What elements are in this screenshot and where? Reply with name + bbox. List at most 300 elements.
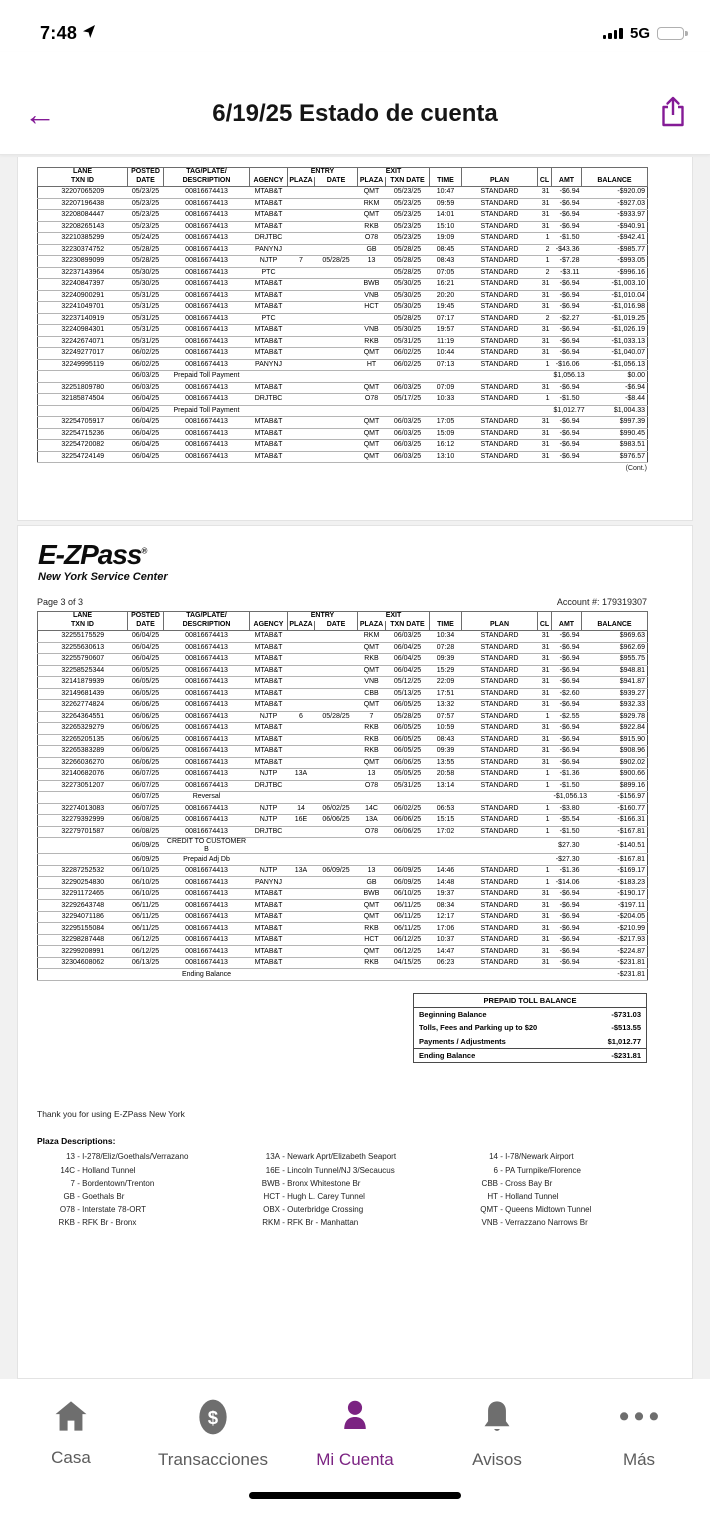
cell: 00816674413	[164, 957, 250, 969]
cell: MTAB&T	[250, 734, 288, 746]
cell: 17:05	[430, 417, 462, 429]
cell: -$2.27	[552, 313, 582, 325]
cell: 08:34	[430, 900, 462, 912]
table-row	[38, 233, 648, 245]
cell: 1	[538, 711, 552, 723]
cell: 10:47	[430, 187, 462, 199]
network-type: 5G	[629, 24, 650, 42]
cell	[288, 957, 315, 969]
page-number-label: Page 3 of 3	[37, 597, 84, 607]
cell	[288, 428, 315, 440]
cell: DRJTBC	[250, 826, 288, 838]
cell: 00816674413	[164, 394, 250, 406]
table-row	[38, 746, 648, 758]
cell: 05/23/25	[386, 210, 430, 222]
cell: 31	[538, 428, 552, 440]
cell: 13	[358, 865, 386, 877]
cell: 32258525344	[38, 665, 128, 677]
cell: -$6.94	[552, 210, 582, 222]
cell: -$231.81	[582, 957, 648, 969]
cell: 31	[538, 911, 552, 923]
cell	[315, 900, 358, 912]
cell: PTC	[250, 313, 288, 325]
cell: 31	[538, 957, 552, 969]
cell: -$6.94	[552, 631, 582, 643]
cell: Ending Balance	[164, 969, 250, 981]
cell: STANDARD	[462, 865, 538, 877]
table-row	[38, 792, 648, 804]
cell: 1	[538, 394, 552, 406]
cell: 13:55	[430, 757, 462, 769]
cell: 1	[538, 815, 552, 827]
nav-item-my-account[interactable]	[284, 1399, 426, 1470]
plaza-descriptions	[37, 1150, 692, 1229]
page-title: 6/19/25 Estado de cuenta	[212, 100, 498, 127]
cell: 19:37	[430, 888, 462, 900]
cell	[315, 934, 358, 946]
cell: 05/23/25	[128, 187, 164, 199]
cell: -$231.81	[582, 969, 648, 981]
cell: -$6.94	[552, 336, 582, 348]
cell: BWB	[358, 279, 386, 291]
cell: -$5.54	[552, 815, 582, 827]
cell: -$16.06	[552, 359, 582, 371]
nav-item-alerts[interactable]	[426, 1399, 568, 1470]
cell: 32140682076	[38, 769, 128, 781]
cell: MTAB&T	[250, 911, 288, 923]
cell	[288, 642, 315, 654]
plaza-description: 7 - Bordentown/Trenton	[70, 1178, 155, 1188]
cell: 31	[538, 221, 552, 233]
cell: 06/04/25	[386, 654, 430, 666]
cell: 06/11/25	[386, 911, 430, 923]
cell: 05/31/25	[386, 780, 430, 792]
cell: STANDARD	[462, 665, 538, 677]
cell: -$1,040.07	[582, 348, 648, 360]
cell: 00816674413	[164, 198, 250, 210]
table-row	[38, 210, 648, 222]
cell: -$6.94	[552, 734, 582, 746]
cell	[288, 838, 315, 854]
cell: -$6.94	[552, 642, 582, 654]
table-row	[38, 877, 648, 889]
cell: 31	[538, 382, 552, 394]
cell	[288, 417, 315, 429]
cell	[288, 233, 315, 245]
nav-label: Casa	[51, 1448, 91, 1467]
cell: 32295155084	[38, 923, 128, 935]
home-indicator[interactable]	[249, 1492, 461, 1499]
cell: 06/04/25	[128, 417, 164, 429]
cell: 06/06/25	[386, 815, 430, 827]
table-row	[38, 417, 648, 429]
cell	[358, 854, 386, 866]
cell	[315, 723, 358, 735]
cell: $0.00	[582, 371, 648, 383]
cell: MTAB&T	[250, 417, 288, 429]
cell	[288, 826, 315, 838]
table-row	[38, 302, 648, 314]
cell: 19:45	[430, 302, 462, 314]
cell: MTAB&T	[250, 631, 288, 643]
cell: 00816674413	[164, 325, 250, 337]
cell	[288, 923, 315, 935]
cell: 00816674413	[164, 336, 250, 348]
cell: 10:37	[430, 934, 462, 946]
cell: 31	[538, 336, 552, 348]
cell: 31	[538, 746, 552, 758]
cell: 05/28/25	[315, 256, 358, 268]
cell	[358, 371, 386, 383]
cell: 00816674413	[164, 267, 250, 279]
cell: 7	[288, 256, 315, 268]
nav-label: Transacciones	[158, 1450, 268, 1469]
cell: 05/13/25	[386, 688, 430, 700]
cell	[358, 405, 386, 417]
cell: 06/03/25	[386, 428, 430, 440]
cell: MTAB&T	[250, 700, 288, 712]
cell	[315, 325, 358, 337]
cell: STANDARD	[462, 631, 538, 643]
cell: 06/13/25	[128, 957, 164, 969]
cell: MTAB&T	[250, 221, 288, 233]
cell: MTAB&T	[250, 757, 288, 769]
cell: 20:58	[430, 769, 462, 781]
cell	[315, 210, 358, 222]
cell: 32254705917	[38, 417, 128, 429]
cell: -$14.06	[552, 877, 582, 889]
cell	[288, 302, 315, 314]
cell: STANDARD	[462, 746, 538, 758]
cell: -$6.94	[582, 382, 648, 394]
table-row	[38, 911, 648, 923]
cell	[386, 405, 430, 417]
cell	[315, 769, 358, 781]
cell: 06/06/25	[128, 711, 164, 723]
cell: 06/04/25	[128, 428, 164, 440]
cell	[288, 734, 315, 746]
cell: 31	[538, 734, 552, 746]
cell: 31	[538, 677, 552, 689]
pdf-viewer[interactable]	[0, 155, 710, 1379]
cell: MTAB&T	[250, 428, 288, 440]
plaza-description: RKB - RFK Br - Bronx	[58, 1218, 137, 1228]
cell: -$6.94	[552, 279, 582, 291]
cell: 06/06/25	[128, 757, 164, 769]
cell: 2	[538, 267, 552, 279]
cell: MTAB&T	[250, 654, 288, 666]
plaza-description: GB - Goethals Br	[63, 1191, 125, 1201]
cell: 06/03/25	[386, 451, 430, 463]
cell	[288, 221, 315, 233]
cell	[315, 371, 358, 383]
table-row	[38, 803, 648, 815]
cell: 05/30/25	[386, 290, 430, 302]
cell: QMT	[358, 428, 386, 440]
cell	[288, 854, 315, 866]
cell: STANDARD	[462, 198, 538, 210]
cell: 05/28/25	[315, 711, 358, 723]
cell: -$6.94	[552, 723, 582, 735]
cell: 00816674413	[164, 428, 250, 440]
cell: -$927.03	[582, 198, 648, 210]
cell: DRJTBC	[250, 233, 288, 245]
cell: 32242674071	[38, 336, 128, 348]
cell: 32240847397	[38, 279, 128, 291]
cell	[315, 382, 358, 394]
cell	[315, 838, 358, 854]
cell: -$3.11	[552, 267, 582, 279]
cell: MTAB&T	[250, 451, 288, 463]
cell: 32254715236	[38, 428, 128, 440]
cell	[288, 348, 315, 360]
cell: 32210385299	[38, 233, 128, 245]
table-row	[38, 244, 648, 256]
transactions-table-2	[37, 611, 648, 981]
cell: 10:33	[430, 394, 462, 406]
cell	[288, 746, 315, 758]
table-row	[38, 198, 648, 210]
cell: -$8.44	[582, 394, 648, 406]
table-row	[38, 279, 648, 291]
clock: 7:48	[40, 22, 78, 43]
cell: $929.78	[582, 711, 648, 723]
cell	[38, 854, 128, 866]
cell: 05/23/25	[386, 187, 430, 199]
cell: HCT	[358, 302, 386, 314]
cell	[288, 210, 315, 222]
cell: 05/23/25	[386, 198, 430, 210]
cell: 06/07/25	[128, 803, 164, 815]
cell: 07:13	[430, 359, 462, 371]
cell: STANDARD	[462, 279, 538, 291]
cell: 2	[538, 313, 552, 325]
cell: -$6.94	[552, 946, 582, 958]
cell	[250, 969, 288, 981]
cell: MTAB&T	[250, 187, 288, 199]
cell: 06/04/25	[386, 642, 430, 654]
cell: -$167.81	[582, 826, 648, 838]
cell: MTAB&T	[250, 677, 288, 689]
cell: RKB	[358, 336, 386, 348]
nav-label: Avisos	[472, 1450, 522, 1469]
cell: 1	[538, 826, 552, 838]
cell	[315, 654, 358, 666]
cell: 05/30/25	[386, 302, 430, 314]
cell: STANDARD	[462, 210, 538, 222]
cell: STANDARD	[462, 654, 538, 666]
cell: -$6.94	[552, 888, 582, 900]
cell: 00816674413	[164, 187, 250, 199]
table-row	[38, 290, 648, 302]
cell	[315, 746, 358, 758]
cell: 12:17	[430, 911, 462, 923]
cell: 32255790607	[38, 654, 128, 666]
cell: QMT	[358, 757, 386, 769]
cell: 32265329279	[38, 723, 128, 735]
cell	[38, 405, 128, 417]
cell: STANDARD	[462, 359, 538, 371]
cell: -$204.05	[582, 911, 648, 923]
cell: 00816674413	[164, 769, 250, 781]
cell: STANDARD	[462, 313, 538, 325]
cell: 05/28/25	[128, 244, 164, 256]
nav-item-more[interactable]	[568, 1399, 710, 1470]
cell: -$1,010.04	[582, 290, 648, 302]
cell: -$1,026.19	[582, 325, 648, 337]
cell: STANDARD	[462, 394, 538, 406]
cell: 1	[538, 359, 552, 371]
cell: 00816674413	[164, 815, 250, 827]
nav-item-home[interactable]	[0, 1399, 142, 1470]
cell: 06/11/25	[386, 900, 430, 912]
cell: 06/10/25	[386, 888, 430, 900]
cell: 00816674413	[164, 313, 250, 325]
cell: 09:39	[430, 746, 462, 758]
cell: 06/05/25	[386, 723, 430, 735]
ezpass-logo: E-ZPass® New York Service Center	[38, 541, 692, 583]
cell: QMT	[358, 440, 386, 452]
cell: 32241049701	[38, 302, 128, 314]
cell: 06/11/25	[128, 900, 164, 912]
cell: 15:29	[430, 665, 462, 677]
cell	[288, 900, 315, 912]
cell	[315, 665, 358, 677]
cell	[315, 198, 358, 210]
cell: STANDARD	[462, 336, 538, 348]
home-icon	[52, 1399, 90, 1438]
cell: 06/06/25	[315, 815, 358, 827]
cell	[315, 780, 358, 792]
cell: STANDARD	[462, 826, 538, 838]
table-row	[38, 838, 648, 854]
cell: 05/24/25	[128, 233, 164, 245]
cell: 17:51	[430, 688, 462, 700]
cell: 32249277017	[38, 348, 128, 360]
cell: 05/05/25	[386, 769, 430, 781]
cell: -$920.09	[582, 187, 648, 199]
cell	[288, 187, 315, 199]
plaza-description: CBB - Cross Bay Br	[481, 1178, 553, 1188]
cell	[430, 969, 462, 981]
cell: RKB	[358, 923, 386, 935]
cell: -$940.91	[582, 221, 648, 233]
cell: 05/28/25	[386, 711, 430, 723]
cell: 31	[538, 302, 552, 314]
cell: 05/28/25	[386, 244, 430, 256]
cell: O78	[358, 826, 386, 838]
nav-label: Mi Cuenta	[316, 1450, 394, 1469]
cell	[288, 631, 315, 643]
cell: $955.75	[582, 654, 648, 666]
cell: DRJTBC	[250, 780, 288, 792]
cell	[315, 451, 358, 463]
cell: -$43.36	[552, 244, 582, 256]
back-button[interactable]: ←	[24, 96, 56, 132]
account-number-label: Account #: 179319307	[556, 597, 647, 607]
cell: STANDARD	[462, 642, 538, 654]
cell: 32265205135	[38, 734, 128, 746]
cell: 06/05/25	[386, 746, 430, 758]
cell: 32299208991	[38, 946, 128, 958]
share-button[interactable]	[660, 96, 686, 133]
cell: QMT	[358, 187, 386, 199]
cell: 32249995119	[38, 359, 128, 371]
cell: $932.33	[582, 700, 648, 712]
cell: MTAB&T	[250, 888, 288, 900]
cell: 05/23/25	[128, 221, 164, 233]
cell: 05/30/25	[386, 279, 430, 291]
cell: 00816674413	[164, 417, 250, 429]
cell: $1,004.33	[582, 405, 648, 417]
cell: PANYNJ	[250, 877, 288, 889]
cell	[538, 792, 552, 804]
cell: -$27.30	[552, 854, 582, 866]
cell: 00816674413	[164, 665, 250, 677]
cell: 00816674413	[164, 711, 250, 723]
cell	[315, 969, 358, 981]
cell: 00816674413	[164, 631, 250, 643]
cell: 07:28	[430, 642, 462, 654]
cell: 05/28/25	[386, 267, 430, 279]
cell: -$6.94	[552, 382, 582, 394]
cell: MTAB&T	[250, 923, 288, 935]
cell: PANYNJ	[250, 244, 288, 256]
signal-strength-icon	[603, 27, 623, 39]
cell: 31	[538, 923, 552, 935]
cell: 06/12/25	[386, 946, 430, 958]
cell: 16E	[288, 815, 315, 827]
cell: 00816674413	[164, 359, 250, 371]
cell: 31	[538, 757, 552, 769]
cell	[250, 792, 288, 804]
transactions-table-1	[37, 167, 648, 463]
cell: 16:12	[430, 440, 462, 452]
cell: 05/12/25	[386, 677, 430, 689]
prepaid-toll-balance-box	[413, 993, 647, 1064]
cell: 06/02/25	[128, 348, 164, 360]
cell: 31	[538, 440, 552, 452]
cell: 19:57	[430, 325, 462, 337]
cell: 00816674413	[164, 900, 250, 912]
cell: 06/02/25	[386, 359, 430, 371]
cell: NJTP	[250, 769, 288, 781]
cell: 08:43	[430, 256, 462, 268]
cell: MTAB&T	[250, 290, 288, 302]
cell: 19:09	[430, 233, 462, 245]
cell: PTC	[250, 267, 288, 279]
cell	[386, 792, 430, 804]
cell: DRJTBC	[250, 394, 288, 406]
cell: 06/04/25	[128, 405, 164, 417]
cell: 06/11/25	[128, 911, 164, 923]
cell	[315, 700, 358, 712]
cell: 10:59	[430, 723, 462, 735]
cell: NJTP	[250, 803, 288, 815]
cell: 32290254830	[38, 877, 128, 889]
nav-item-transactions[interactable]	[142, 1399, 284, 1470]
cell: 31	[538, 642, 552, 654]
cell: QMT	[358, 451, 386, 463]
cell: 31	[538, 700, 552, 712]
cell: STANDARD	[462, 934, 538, 946]
cell: RKB	[358, 221, 386, 233]
cell: -$6.94	[552, 187, 582, 199]
cell: 32237143964	[38, 267, 128, 279]
cell: -$1,003.10	[582, 279, 648, 291]
cell: MTAB&T	[250, 382, 288, 394]
cell: RKB	[358, 957, 386, 969]
